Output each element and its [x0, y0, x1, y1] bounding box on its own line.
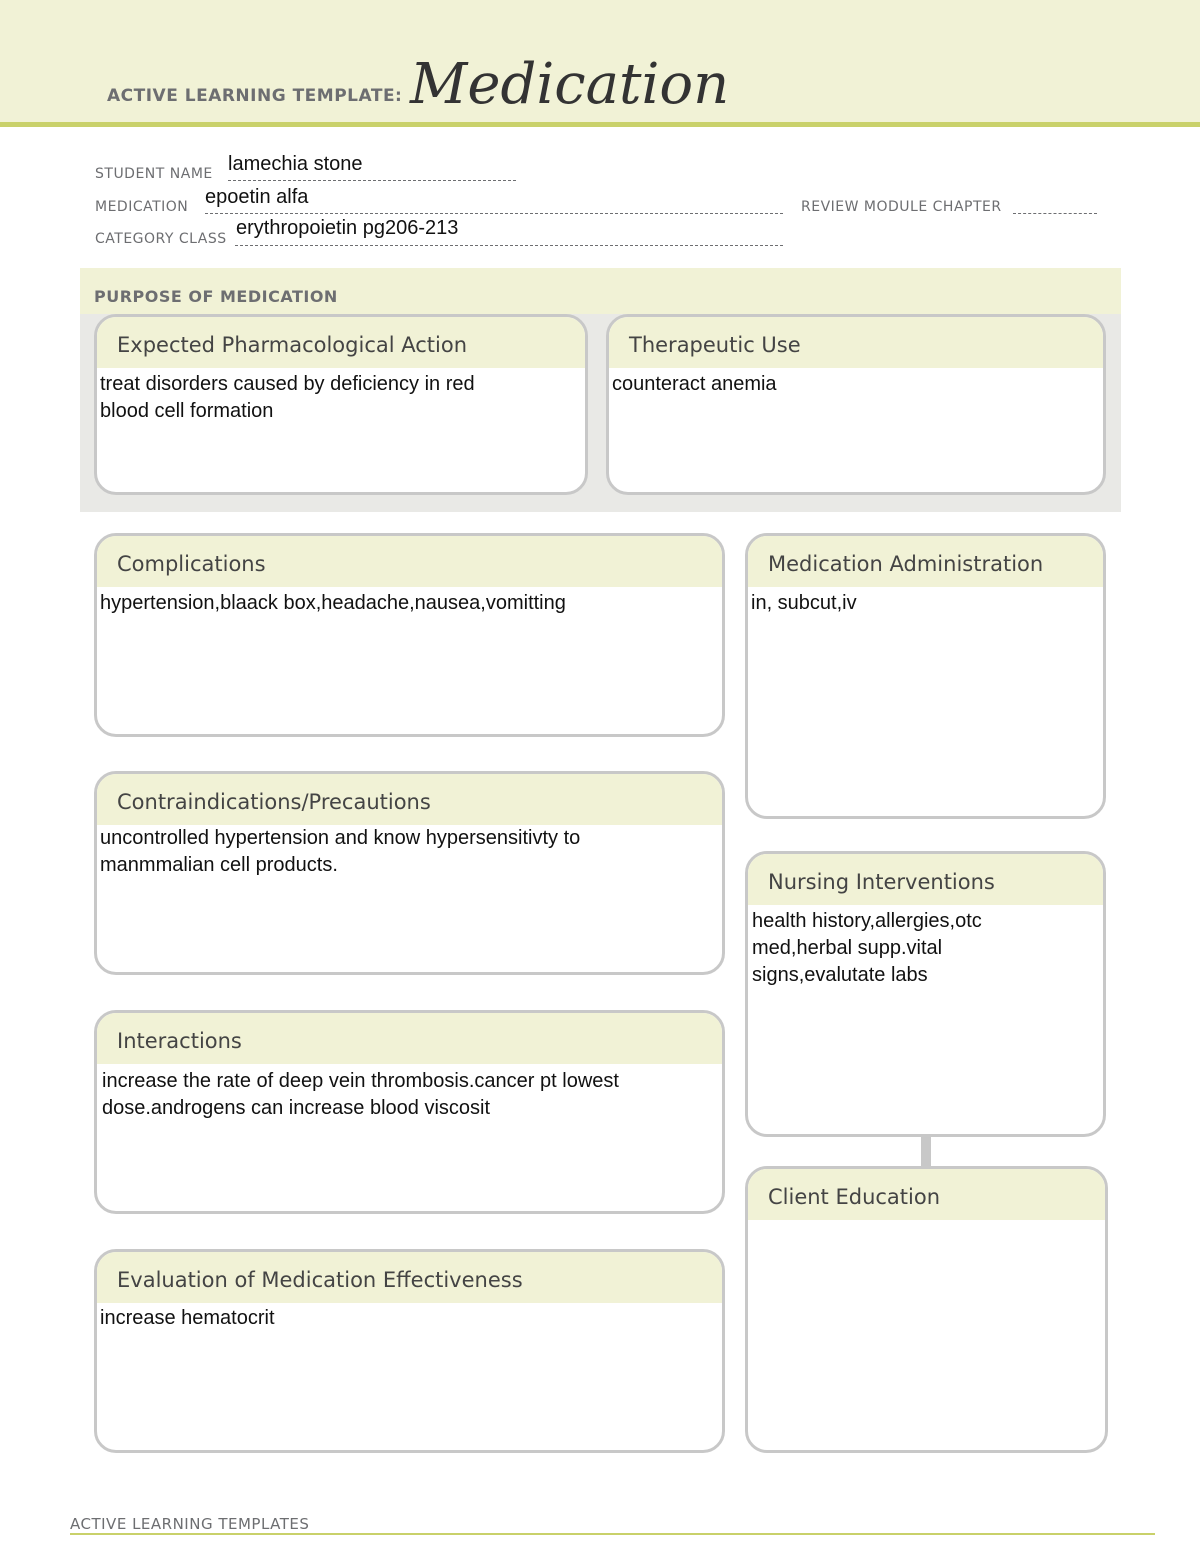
- nursing-interventions-box[interactable]: [745, 851, 1106, 1137]
- complications-text: hypertension,blaack box,headache,nausea,vomitting: [100, 592, 566, 614]
- medication-label: MEDICATION: [95, 199, 189, 215]
- student-name-field[interactable]: lamechia stone: [228, 153, 363, 175]
- page-title: Medication: [410, 52, 730, 117]
- administration-text: in, subcut,iv: [751, 592, 857, 614]
- category-class-label: CATEGORY CLASS: [95, 231, 227, 247]
- expected-action-title: Expected Pharmacological Action: [97, 317, 585, 368]
- footer-label: ACTIVE LEARNING TEMPLATES: [70, 1515, 310, 1533]
- review-module-field[interactable]: [1013, 213, 1097, 214]
- interactions-text: increase the rate of deep vein thrombosis.cancer pt lowest dose.androgens can increase blood viscosit: [102, 1070, 619, 1119]
- therapeutic-use-title: Therapeutic Use: [609, 317, 1103, 368]
- review-module-label: REVIEW MODULE CHAPTER: [801, 199, 1002, 215]
- nursing-interventions-title: Nursing Interventions: [748, 854, 1103, 905]
- category-class-field[interactable]: erythropoietin pg206-213: [236, 217, 459, 239]
- category-class-line: [235, 245, 783, 246]
- connector: [921, 1136, 931, 1166]
- purpose-label: PURPOSE OF MEDICATION: [94, 287, 338, 306]
- footer-rule: [70, 1533, 1155, 1535]
- contraindications-title: Contraindications/Precautions: [97, 774, 722, 825]
- evaluation-text: increase hematocrit: [100, 1307, 275, 1329]
- nursing-interventions-text: health history,allergies,otc med,herbal supp.vital signs,evalutate labs: [752, 910, 982, 986]
- therapeutic-use-text: counteract anemia: [612, 373, 777, 395]
- header-label: ACTIVE LEARNING TEMPLATE:: [107, 86, 403, 106]
- evaluation-title: Evaluation of Medication Effectiveness: [97, 1252, 722, 1303]
- contraindications-text: uncontrolled hypertension and know hypersensitivty to manmmalian cell products.: [100, 827, 581, 876]
- contraindications-box[interactable]: [94, 771, 725, 975]
- header-rule: [0, 122, 1200, 127]
- expected-action-box[interactable]: [94, 314, 588, 495]
- student-name-line: [228, 180, 516, 181]
- therapeutic-use-box[interactable]: [606, 314, 1106, 495]
- student-name-label: STUDENT NAME: [95, 166, 213, 182]
- interactions-box[interactable]: [94, 1010, 725, 1214]
- client-education-box[interactable]: [745, 1166, 1108, 1453]
- evaluation-box[interactable]: [94, 1249, 725, 1453]
- complications-box[interactable]: [94, 533, 725, 737]
- medication-line: [205, 213, 783, 214]
- complications-title: Complications: [97, 536, 722, 587]
- administration-title: Medication Administration: [748, 536, 1103, 587]
- client-education-title: Client Education: [748, 1169, 1105, 1220]
- client-education-text: [748, 1220, 1105, 1223]
- expected-action-text: treat disorders caused by deficiency in red blood cell formation: [100, 373, 475, 422]
- interactions-title: Interactions: [97, 1013, 722, 1064]
- administration-box[interactable]: [745, 533, 1106, 819]
- medication-field[interactable]: epoetin alfa: [205, 186, 309, 208]
